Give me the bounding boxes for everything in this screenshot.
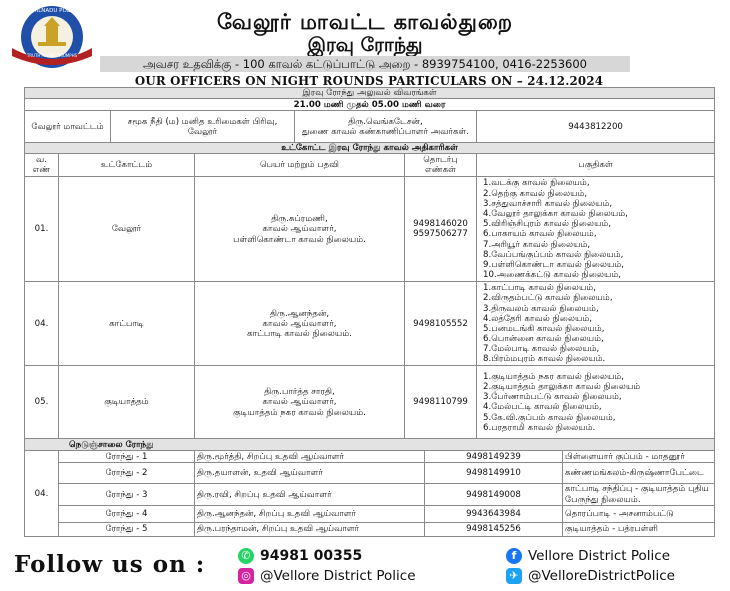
row-phones: [405, 282, 477, 366]
area-item: 7.மேல்பாடி காவல் நிலையம்,: [483, 344, 600, 355]
patrol-phone: 9943643984: [425, 505, 563, 522]
row-areas: [477, 177, 715, 282]
area-item: 1.குடியாத்தம் நகர காவல் நிலையம்,: [483, 371, 624, 382]
row-subdivision: காட்பாடி: [59, 282, 195, 366]
logo-text-top: TAMILNADU POLICE: [25, 8, 79, 14]
officer-station: குடியாத்தம் நகர காவல் நிலையம்.: [233, 407, 366, 418]
phone-number: 9597506277: [413, 229, 468, 240]
patrol-phone: 9498149239: [425, 451, 563, 463]
patrol-route: பிள்ளையார் குப்பம் - மாதனூர்: [563, 451, 715, 463]
district-name: வேலூர் மாவட்டம்: [25, 111, 111, 143]
patrol-route: குடியாத்தம் - பத்ரபள்ளி: [563, 522, 715, 536]
area-item: 7.அரியூர் காவல் நிலையம்,: [483, 239, 591, 250]
row-officer: [195, 282, 405, 366]
unit-name: சமூக நீதி (ம) மனித உரிமைகள் பிரிவு, வேலூர்: [111, 111, 295, 143]
night-rounds-table: [24, 87, 715, 537]
area-item: 2.தெற்கு காவல் நிலையம்,: [483, 188, 588, 199]
facebook-link[interactable]: [506, 548, 670, 564]
patrol-officer: திரு.ஆனந்தன், சிறப்பு உதவி ஆய்வாளர்: [195, 505, 425, 522]
patrol-route: காட்பாடி சந்திப்பு - குடியாத்தம் புதிய பேருந்து நிலையம்.: [563, 484, 715, 505]
area-item: 4.மேல்பட்டி காவல் நிலையம்,: [483, 402, 602, 413]
patrol-label: ரோந்து - 2: [59, 463, 195, 484]
col-header-contact: தொடர்பு எண்கள்: [405, 154, 477, 177]
summary-officer-designation: துணை காவல் கண்காணிப்பாளர் அவர்கள்.: [301, 126, 470, 137]
row-officer: [195, 177, 405, 282]
twitter-handle: @VelloreDistrictPolice: [528, 568, 675, 584]
phone-number: 9498146020: [413, 219, 468, 230]
officer-designation: காவல் ஆய்வாளர்,: [262, 318, 337, 329]
officer-station: பள்ளிகொண்டா காவல் நிலையம்.: [233, 234, 366, 245]
row-sno: 01.: [25, 177, 59, 282]
row-areas: [477, 366, 715, 439]
summary-officer: [295, 111, 477, 143]
summary-section-title: இரவு ரோந்து அலுவல் விவரங்கள்: [25, 88, 715, 99]
area-item: 6.பாகாயம் காவல் நிலையம்,: [483, 229, 597, 240]
area-item: 3.சத்துவாச்சாரி காவல் நிலையம்,: [483, 198, 613, 209]
facebook-icon: f: [506, 548, 522, 564]
area-item: 6.பரதராமி காவல் நிலையம்.: [483, 422, 596, 433]
area-item: 3.பேர்ணாம்பட்டு காவல் நிலையம்,: [483, 392, 622, 403]
row-subdivision: வேலூர்: [59, 177, 195, 282]
page-subtitle: இரவு ரோந்து: [307, 34, 423, 56]
col-header-sno: வ. எண்: [25, 154, 59, 177]
emergency-helpline: அவசர உதவிக்கு - 100 காவல் கட்டுப்பாட்டு அறை - 8939754100, 0416-2253600: [100, 56, 630, 72]
area-item: 5.விரிஞ்சிபுரம் காவல் நிலையம்,: [483, 219, 612, 230]
logo-text-bottom: TRUTH ALONE TRIUMPHS: [26, 53, 78, 58]
area-item: 8.பிரம்மபுரம் காவல் நிலையம்.: [483, 354, 606, 365]
row-sno: 04.: [25, 282, 59, 366]
highway-row: [25, 484, 715, 505]
area-item: 6.பொன்னை காவல் நிலையம்,: [483, 334, 604, 345]
area-item: 1.வடக்கு காவல் நிலையம்,: [483, 178, 590, 189]
patrol-label: ரோந்து - 1: [59, 451, 195, 463]
highway-row: [25, 451, 715, 463]
row-phones: [405, 366, 477, 439]
area-item: 5.கே.வி.குப்பம் காவல் நிலையம்,: [483, 412, 616, 423]
area-item: 4.லத்தேரி காவல் நிலையம்,: [483, 313, 593, 324]
patrol-label: ரோந்து - 3: [59, 484, 195, 505]
area-item: 1.காட்பாடி காவல் நிலையம்,: [483, 283, 596, 294]
area-item: 10.அணைக்கட்டு காவல் நிலையம்,: [483, 270, 621, 281]
instagram-link[interactable]: [238, 568, 416, 584]
patrol-route: தொரப்பாடி - அசனாம்பட்டு: [563, 505, 715, 522]
officer-station: காட்பாடி காவல் நிலையம்.: [247, 329, 352, 339]
header: [0, 0, 730, 72]
area-item: 4.வேலூர் தாலுக்கா காவல் நிலையம்,: [483, 209, 628, 220]
patrol-officer: திரு.ரவி, சிறப்பு உதவி ஆய்வாளர்: [195, 484, 425, 505]
highway-row: [25, 463, 715, 484]
twitter-icon: ✈: [506, 568, 522, 584]
patrol-officer: திரு.மூர்த்தி, சிறப்பு உதவி ஆய்வாளர்: [195, 451, 425, 463]
summary-officer-name: திரு.வெங்கடேசன்,: [348, 116, 423, 127]
patrol-officer: திரு.பரந்தாமன், சிறப்பு உதவி ஆய்வாளர்: [195, 522, 425, 536]
patrol-phone: 9498149910: [425, 463, 563, 484]
phone-number: 9498105552: [413, 318, 468, 329]
officer-designation: காவல் ஆய்வாளர்,: [262, 224, 337, 235]
follow-us-text: Follow us on :: [14, 551, 206, 578]
area-item: 3.திருவலம் காவல் நிலையம்,: [483, 303, 599, 314]
officer-designation: காவல் ஆய்வாளர்,: [262, 397, 337, 408]
patrol-label: ரோந்து - 4: [59, 505, 195, 522]
patrol-phone: 9498145256: [425, 522, 563, 536]
area-item: 9.பள்ளிகொண்டா காவல் நிலையம்,: [483, 259, 624, 270]
patrol-phone: 9498149008: [425, 484, 563, 505]
page-title: வேலூர் மாவட்ட காவல்துறை: [216, 10, 513, 34]
officer-name: திரு.பார்த்த சாரதி,: [264, 387, 335, 398]
row-phones: [405, 177, 477, 282]
highway-row: [25, 505, 715, 522]
officer-name: திரு.சுப்ரமணி,: [271, 214, 328, 225]
phone-number: 9498110799: [413, 397, 468, 408]
twitter-link[interactable]: [506, 568, 675, 584]
patrol-label: ரோந்து - 5: [59, 522, 195, 536]
col-header-areas: பகுதிகள்: [477, 154, 715, 177]
highway-section-title: நெடுஞ்சாலை ரோந்து: [25, 439, 715, 451]
row-sno: 05.: [25, 366, 59, 439]
area-item: 2.குடியாத்தம் தாலுக்கா காவல் நிலையம்: [483, 382, 641, 393]
facebook-page: Vellore District Police: [528, 548, 671, 564]
col-header-name: பெயர் மற்றும் பதவி: [195, 154, 405, 177]
officer-name: திரு.ஆனந்தன்,: [269, 308, 330, 319]
highway-sno: 04.: [25, 451, 59, 536]
english-title: OUR OFFICERS ON NIGHT ROUNDS PARTICULARS ON – 24.12.2024: [134, 74, 604, 88]
area-item: 5.பனமடங்கி காவல் நிலையம்,: [483, 323, 605, 334]
table-row: [25, 177, 715, 282]
instagram-handle: @Vellore District Police: [260, 568, 416, 584]
row-officer: [195, 366, 405, 439]
patrol-route: கண்ணமங்கலம்-கிருஷ்ணாபேட்டை: [563, 463, 715, 484]
row-subdivision: குடியாத்தம்: [59, 366, 195, 439]
whatsapp-number: 94981 00355: [260, 548, 363, 564]
rounds-time: 21.00 மணி முதல் 05.00 மணி வரை: [25, 99, 715, 111]
whatsapp-link[interactable]: [238, 548, 362, 564]
subdivision-section-title: உட்கோட்ட இரவு ரோந்து காவல் அதிகாரிகள்: [25, 143, 715, 154]
highway-row: [25, 522, 715, 536]
area-item: 2.விருதம்பட்டு காவல் நிலையம்,: [483, 293, 613, 304]
tamilnadu-police-logo-icon: [8, 4, 96, 70]
row-areas: [477, 282, 715, 366]
table-row: [25, 282, 715, 366]
col-header-subdivision: உட்கோட்டம்: [59, 154, 195, 177]
summary-phone: 9443812200: [477, 111, 715, 143]
patrol-officer: திரு.தயாளன், உதவி ஆய்வாளர்: [195, 463, 425, 484]
whatsapp-icon: ✆: [238, 548, 254, 564]
footer: [0, 545, 730, 591]
instagram-icon: ◎: [238, 568, 254, 584]
table-row: [25, 366, 715, 439]
area-item: 8.வேப்பங்குப்பம் காவல் நிலையம்,: [483, 249, 624, 260]
